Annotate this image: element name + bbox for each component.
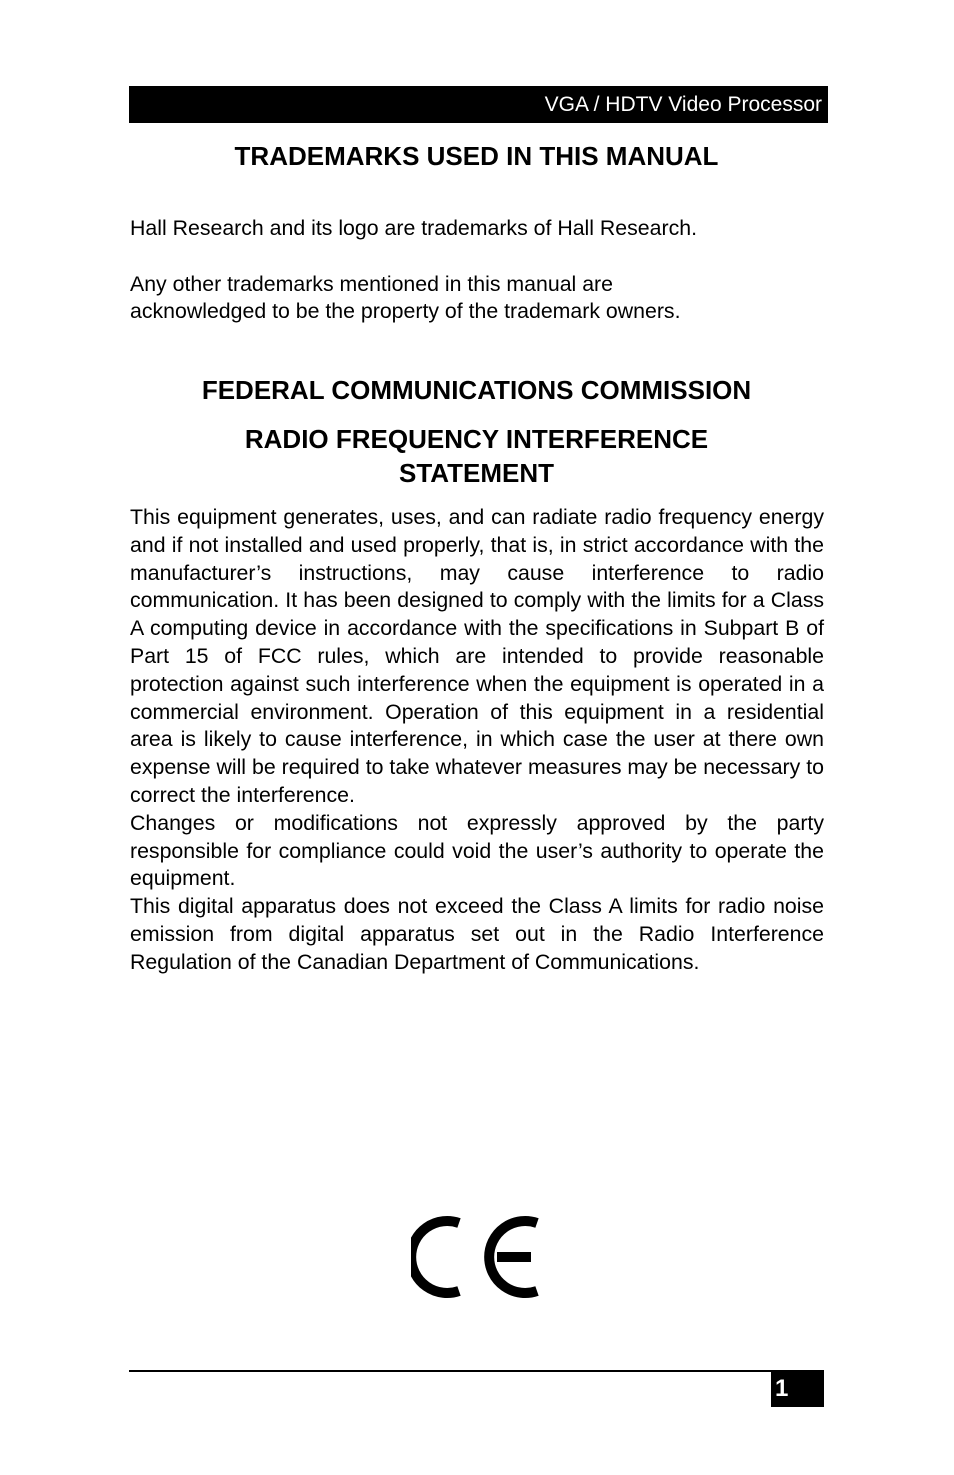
fcc-paragraph-1: This equipment generates, uses, and can radiate radio frequency energy and if not installed and used properly, that is, in strict accordance with the manufacturer’s instructions, may cause interference to radio communication. It has been designed to comply with the limits for a Class A computing device in accordance with the specifications in Subpart B of Part 15 of FCC rules, which are intended to provide reasonable protection against such interference when the equipment is operated in a commercial environment. Operation of this equipment in a residential area is likely to cause interference, in which case the user at there own expense will be required to take whatever measures may be necessary to correct the interference.	[130, 505, 824, 807]
fcc-paragraph-3: This digital apparatus does not exceed the Class A limits for radio noise emission from digital apparatus set out in the Radio Interference Regulation of the Canadian Department of Communications.	[130, 894, 824, 974]
trademarks-heading: TRADEMARKS USED IN THIS MANUAL	[234, 141, 719, 171]
trademarks-paragraph-1: Hall Research and its logo are trademarks of Hall Research.	[130, 216, 697, 240]
rfi-statement-heading: RADIO FREQUENCY INTERFERENCE STATEMENT	[244, 424, 709, 488]
fcc-statement-text	[130, 504, 824, 977]
ce-mark-icon	[411, 1211, 539, 1303]
trademarks-paragraph-2: Any other trademarks mentioned in this manual are acknowledged to be the property of the trademark owners.	[130, 271, 681, 324]
running-header: VGA / HDTV Video Processor	[129, 86, 828, 123]
footer-divider	[129, 1370, 824, 1372]
trademarks-text	[130, 215, 824, 326]
fcc-heading: FEDERAL COMMUNICATIONS COMMISSION	[201, 375, 752, 405]
fcc-paragraph-2: Changes or modifications not expressly approved by the party responsible for compliance could void the user’s authority to operate the equipment.	[130, 810, 824, 891]
page-number: 1	[771, 1371, 824, 1407]
